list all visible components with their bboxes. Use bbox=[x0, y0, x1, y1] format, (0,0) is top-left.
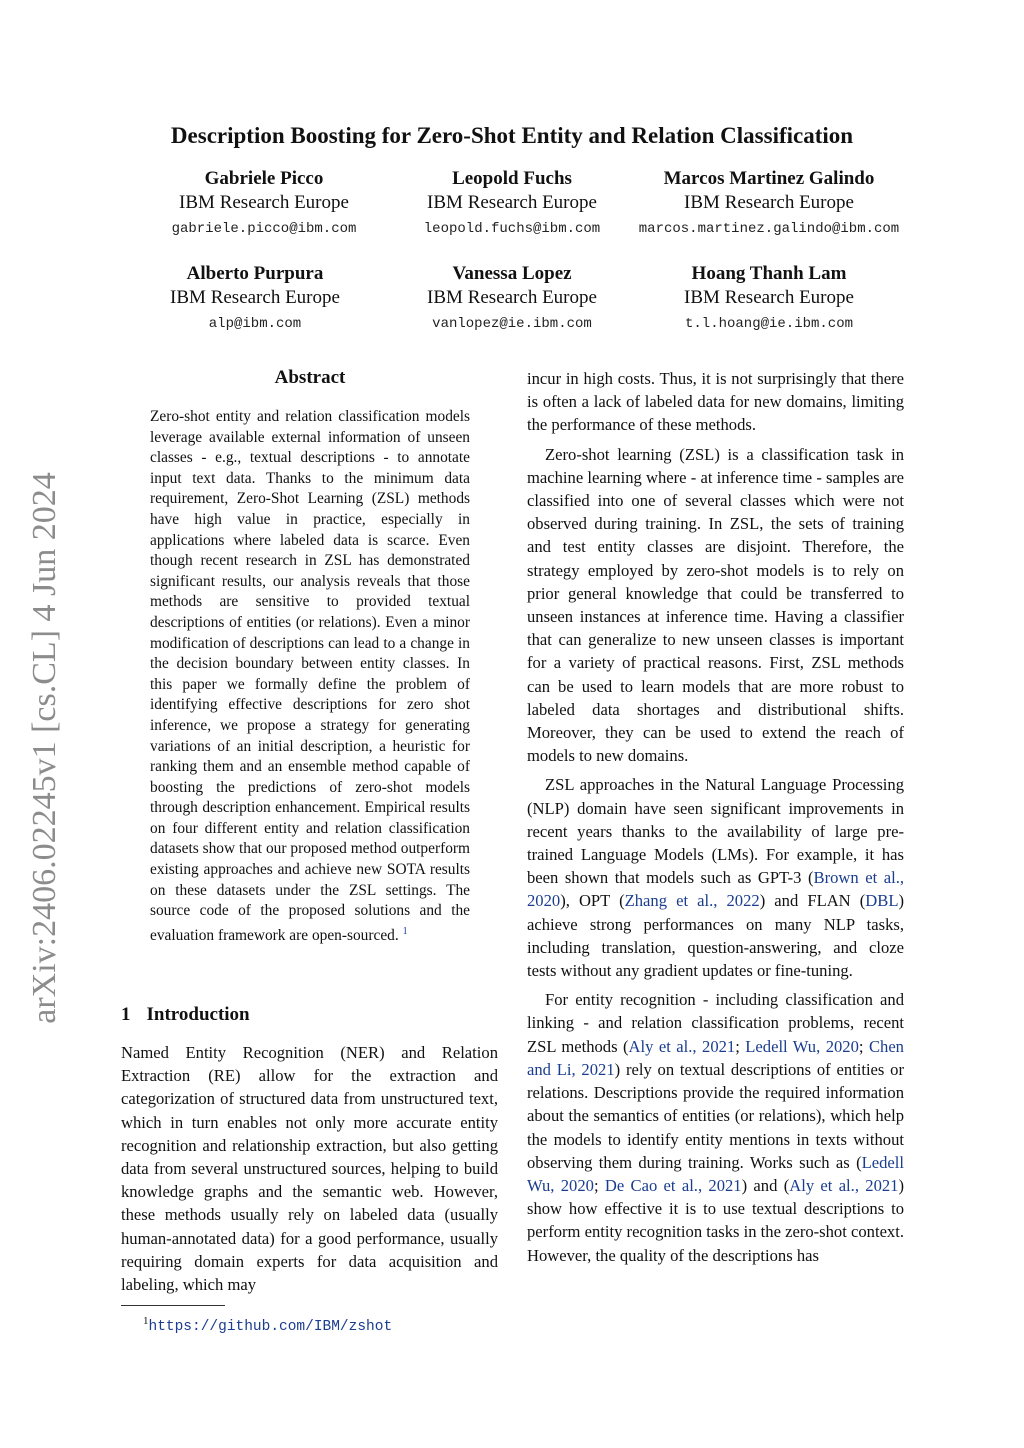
abstract-body-text: Zero-shot entity and relation classification models leverage available external information of unseen classes - e.g., textual descriptions - to annotate input text data. Thanks to the minimum data requirement, Zero-Shot Learning (ZSL) methods have high value in practice, especially in applications where labeled data is scarce. Even though recent research in ZSL has demonstrated significant results, our analysis reveals that those methods are sensitive to provided textual descriptions of entities (or relations). Even a minor modification of descriptions can lead to a change in the decision boundary between entity classes. In this paper we formally define the problem of identifying effective descriptions for zero shot inference, we propose a strategy for generating variations of an initial description, a heuristic for ranking them and an ensemble method capable of boosting the predictions of zero-shot models through description enhancement. Empirical results on four different entity and relation classification datasets show that our proposed method outperform existing approaches and achieve new SOTA results on these datasets under the ZSL settings. The source code of the proposed solutions and the evaluation framework are open-sourced. bbox=[150, 408, 470, 944]
author-block bbox=[362, 262, 662, 338]
text-run: ) and ( bbox=[741, 1175, 790, 1195]
section-title: Introduction bbox=[146, 1004, 250, 1025]
text-run: For entity recognition - including classification and linking - and relation classification problems, recent ZSL methods ( bbox=[527, 990, 904, 1056]
author-block bbox=[619, 167, 919, 243]
author-email[interactable]: vanlopez@ie.ibm.com bbox=[432, 316, 592, 332]
text-run: ) show how effective it is to use textual descriptions to perform entity recognition tasks in the zero-shot context. However, the quality of the descriptions has bbox=[527, 1175, 904, 1265]
footnote-url-link[interactable]: https://github.com/IBM/zshot bbox=[148, 1318, 393, 1335]
author-email[interactable]: alp@ibm.com bbox=[208, 316, 302, 332]
text-run: ), OPT ( bbox=[560, 891, 625, 911]
text-run: ZSL approaches in the Natural Language Processing (NLP) domain have seen significant improvements in recent years thanks to the availability of large pre-trained Language Models (LMs). For example, it has been shown that models such as GPT-3 ( bbox=[527, 775, 904, 888]
text-run: ; bbox=[735, 1036, 746, 1056]
citation-link[interactable]: Aly et al., 2021 bbox=[628, 1036, 736, 1056]
author-name: Leopold Fuchs bbox=[452, 168, 572, 189]
section-number: 1 bbox=[121, 1004, 131, 1025]
paragraph bbox=[527, 988, 904, 1266]
footnote-link[interactable]: 1 bbox=[402, 925, 408, 937]
author-affiliation: IBM Research Europe bbox=[427, 192, 597, 213]
author-affiliation: IBM Research Europe bbox=[684, 287, 854, 308]
paragraph bbox=[527, 773, 904, 982]
author-affiliation: IBM Research Europe bbox=[684, 192, 854, 213]
footnote-number: 1 bbox=[143, 1315, 149, 1327]
author-affiliation: IBM Research Europe bbox=[170, 287, 340, 308]
citation-link[interactable]: Aly et al., 2021 bbox=[789, 1175, 899, 1195]
author-affiliation: IBM Research Europe bbox=[427, 287, 597, 308]
author-name: Vanessa Lopez bbox=[452, 263, 572, 284]
citation-link[interactable]: DBL bbox=[865, 891, 899, 911]
paragraph: Zero-shot learning (ZSL) is a classification task in machine learning where - at inference time - samples are classified into one of several classes which were not observed during training. In ZSL, the sets of training and test entity classes are disjoint. Therefore, the strategy employed by zero-shot models is to rely on prior general knowledge that could be transferred to unseen instances at inference time. Having a classifier that can generalize to new unseen classes is important for a variety of practical reasons. First, ZSL methods can be used to learn models that are more robust to labeled data shortages and distributional shifts. Moreover, they can be used to extend the reach of models to new domains. bbox=[527, 444, 904, 766]
author-email[interactable]: gabriele.picco@ibm.com bbox=[171, 221, 357, 237]
citation-link[interactable]: De Cao et al., 2021 bbox=[604, 1175, 742, 1195]
text-run: ) and FLAN ( bbox=[759, 891, 866, 911]
text-run: ) rely on textual descriptions of entities or relations. Descriptions provide the required information about the semantics of entities (or relations), which help the models to identify entity mentions in texts without observing them during training. Works such as ( bbox=[527, 1059, 904, 1172]
abstract-heading: Abstract bbox=[274, 367, 346, 388]
author-block bbox=[105, 262, 405, 338]
citation-link[interactable]: Brown et al., 2020 bbox=[527, 868, 904, 911]
author-block bbox=[362, 167, 662, 243]
citation-link[interactable]: Ledell Wu, 2020 bbox=[527, 1152, 904, 1195]
paragraph: Named Entity Recognition (NER) and Relation Extraction (RE) allow for the extraction and categorization of structured data from unstructured text, which in turn enables not only more accurate entity recognition and relationship extraction, but also getting data from several unstructured sources, helping to build knowledge graphs and the semantic web. However, these methods usually rely on labeled data (usually human-annotated data) for a good performance, usually requiring domain experts for data acquisition and labeling, which may bbox=[121, 1043, 498, 1295]
author-name: Marcos Martinez Galindo bbox=[663, 168, 875, 189]
author-affiliation: IBM Research Europe bbox=[179, 192, 349, 213]
citation-link[interactable]: Ledell Wu, 2020 bbox=[745, 1036, 859, 1056]
paper-title: Description Boosting for Zero-Shot Entity and Relation Classification bbox=[170, 123, 854, 148]
author-email[interactable]: leopold.fuchs@ibm.com bbox=[423, 221, 601, 237]
arxiv-identifier: arXiv:2406.02245v1 [cs.CL] 4 Jun 2024 bbox=[26, 472, 63, 1024]
paragraph: incur in high costs. Thus, it is not surprisingly that there is often a lack of labeled data for new domains, limiting the performance of these methods. bbox=[527, 369, 904, 435]
intro-left-column bbox=[121, 1041, 498, 1296]
footnote-divider bbox=[121, 1305, 225, 1306]
text-run: ; bbox=[593, 1175, 605, 1195]
author-email[interactable]: marcos.martinez.galindo@ibm.com bbox=[638, 221, 900, 237]
section-heading bbox=[121, 1003, 250, 1027]
citation-link[interactable]: Chen and Li, 2021 bbox=[527, 1036, 904, 1079]
intro-right-column bbox=[527, 367, 904, 1267]
author-block bbox=[619, 262, 919, 338]
abstract-text bbox=[150, 407, 470, 947]
author-name: Hoang Thanh Lam bbox=[691, 263, 847, 284]
author-name: Alberto Purpura bbox=[186, 263, 324, 284]
citation-link[interactable]: Zhang et al., 2022 bbox=[624, 891, 760, 911]
author-name: Gabriele Picco bbox=[204, 168, 324, 189]
author-email[interactable]: t.l.hoang@ie.ibm.com bbox=[684, 316, 854, 332]
text-run: ) achieve strong performances on many NLP tasks, including translation, question-answering, and cloze tests without any gradient updates or fine-tuning. bbox=[527, 891, 904, 981]
text-run: ; bbox=[858, 1036, 869, 1056]
footnote bbox=[143, 1310, 392, 1338]
